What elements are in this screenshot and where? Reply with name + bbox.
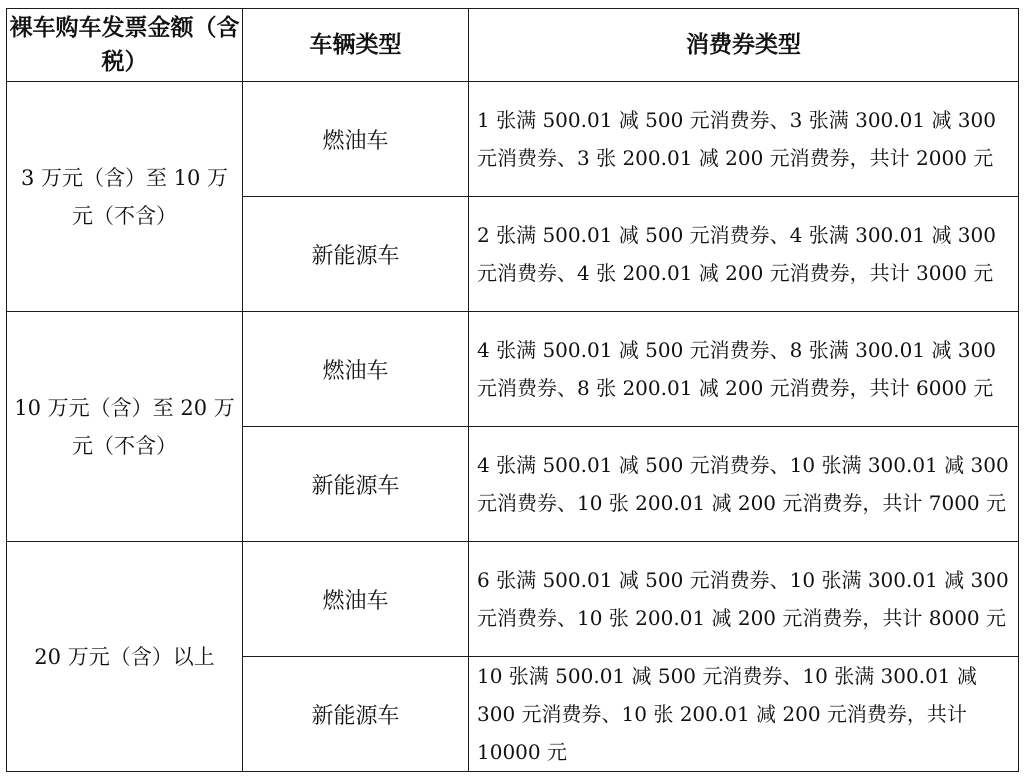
table-row	[7, 82, 1019, 197]
voucher-description-cell: 4 张满 500.01 减 500 元消费券、10 张满 300.01 减 300 元消费券、10 张 200.01 减 200 元消费券，共计 7000 元	[469, 427, 1019, 542]
header-vehicle-type: 车辆类型	[243, 9, 469, 82]
vehicle-type-cell: 燃油车	[243, 82, 469, 197]
voucher-description-cell: 4 张满 500.01 减 500 元消费券、8 张满 300.01 减 300 元消费券、8 张 200.01 减 200 元消费券，共计 6000 元	[469, 312, 1019, 427]
voucher-description-cell: 6 张满 500.01 减 500 元消费券、10 张满 300.01 减 300 元消费券、10 张 200.01 减 200 元消费券，共计 8000 元	[469, 542, 1019, 657]
vehicle-type-cell: 燃油车	[243, 312, 469, 427]
header-amount: 裸车购车发票金额（含税）	[7, 9, 243, 82]
voucher-description-cell: 1 张满 500.01 减 500 元消费券、3 张满 300.01 减 300 元消费券、3 张 200.01 减 200 元消费券，共计 2000 元	[469, 82, 1019, 197]
header-voucher-type: 消费券类型	[469, 9, 1019, 82]
vehicle-type-cell: 新能源车	[243, 427, 469, 542]
table-row	[7, 312, 1019, 427]
vehicle-type-cell: 新能源车	[243, 657, 469, 772]
amount-range-cell: 10 万元（含）至 20 万元（不含）	[7, 312, 243, 542]
header-row	[7, 9, 1019, 82]
voucher-table	[6, 8, 1019, 772]
amount-range-cell: 3 万元（含）至 10 万元（不含）	[7, 82, 243, 312]
table-row	[7, 542, 1019, 657]
voucher-description-cell: 10 张满 500.01 减 500 元消费券、10 张满 300.01 减 300 元消费券、10 张 200.01 减 200 元消费券，共计 10000 元	[469, 657, 1019, 772]
vehicle-type-cell: 新能源车	[243, 197, 469, 312]
amount-range-cell: 20 万元（含）以上	[7, 542, 243, 772]
voucher-description-cell: 2 张满 500.01 减 500 元消费券、4 张满 300.01 减 300 元消费券、4 张 200.01 减 200 元消费券，共计 3000 元	[469, 197, 1019, 312]
vehicle-type-cell: 燃油车	[243, 542, 469, 657]
